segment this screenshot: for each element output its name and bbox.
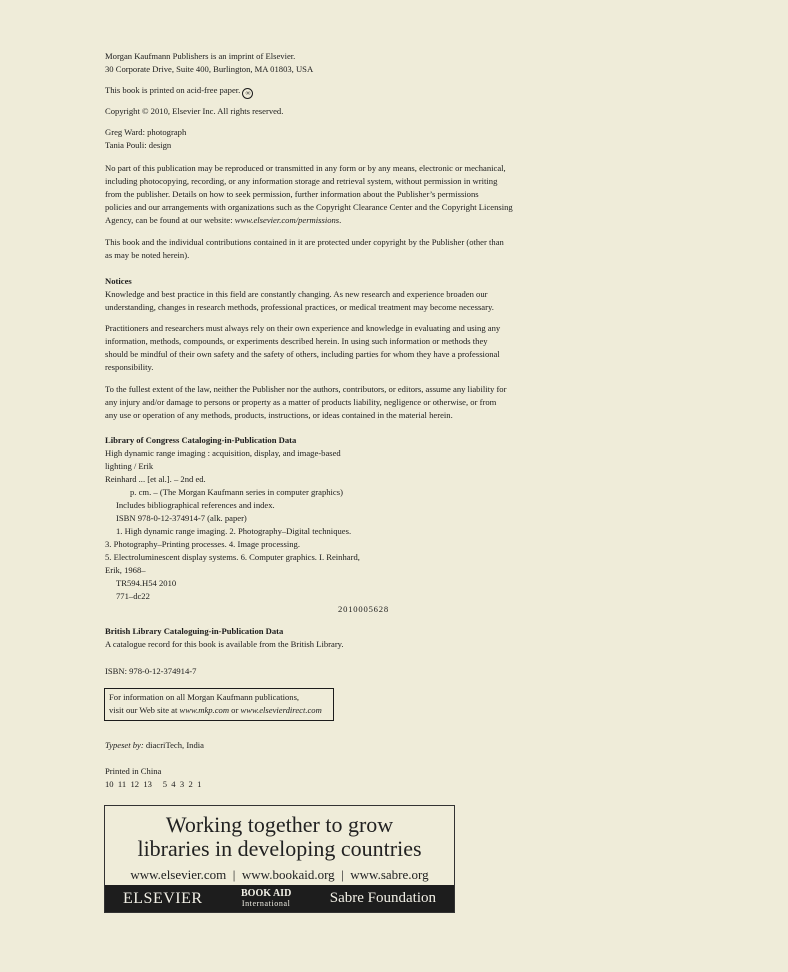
acid-free-paper-icon: ∞ [242,88,253,99]
info-line: For information on all Morgan Kaufmann publications, [109,692,300,702]
banner-headline-line: Working together to grow [165,812,394,837]
loc-line: Erik, 1968– [105,565,146,575]
notices-line: information, methods, compounds, or experiments described herein. In using such information or methods they [105,336,488,346]
rights-last-prefix: Agency, can be found at our website: [105,215,235,225]
loc-line: 3. Photography–Printing processes. 4. Image processing. [105,539,301,549]
banner-headline [105,813,454,861]
mkp-link[interactable]: www.mkp.com [179,705,230,715]
copyright-text: Copyright © 2010, Elsevier Inc. All rights reserved. [105,106,284,116]
isbn: ISBN: 978-0-12-374914-7 [105,666,197,676]
rights-paragraph [105,162,585,227]
notices-line: any injury and/or damage to persons or property as a matter of products liability, negligence or otherwise, or from [105,397,497,407]
info-box [104,688,334,721]
typeset-line [105,739,585,752]
notices-line: understanding, changes in research methods, professional practices, or medical treatment may become necessary. [105,302,494,312]
book-aid-logo-sub: International [241,898,291,908]
elsevier-logo: ELSEVIER [123,890,203,907]
copyright-line [105,105,585,118]
isbn-block [105,665,585,678]
notices-heading: Notices [105,276,132,286]
loc-line: lighting / Erik [105,461,154,471]
acid-free-note [105,84,585,99]
loc-line: ISBN 978-0-12-374914-7 (alk. paper) [116,513,247,523]
book-aid-banner [104,805,455,913]
print-line-numbers: 10 11 12 13 5 4 3 2 1 [105,779,202,789]
printed-in: Printed in China [105,766,162,776]
bl-heading: British Library Cataloguing-in-Publication Data [105,626,284,636]
credits [105,126,585,152]
notices-line: To the fullest extent of the law, neither the Publisher nor the authors, contributors, or editors, assume any liability for [105,384,507,394]
loc-control-number: 2010005628 [338,604,389,614]
notices-paragraph-2 [105,322,585,374]
publisher-address: 30 Corporate Drive, Suite 400, Burlington, MA 01803, USA [105,64,314,74]
printing-info [105,765,585,791]
loc-line: Includes bibliographical references and index. [116,500,275,510]
acid-free-text: This book is printed on acid-free paper. [105,85,241,95]
notices-line: should be mindful of their own safety and the safety of others, including parties for whom they have a professional [105,349,500,359]
rights-line: from the publisher. Details on how to seek permission, further information about the Publisher’s permissions [105,189,479,199]
rights-line: policies and our arrangements with organizations such as the Copyright Clearance Center and the Copyright Licensing [105,202,513,212]
loc-line: High dynamic range imaging : acquisition, display, and image-based [105,448,341,458]
banner-urls: www.elsevier.com | www.bookaid.org | www.sabre.org [130,867,429,882]
typeset-value: diacriTech, India [143,740,204,750]
banner-headline-line: libraries in developing countries [137,836,422,861]
publisher-line: Morgan Kaufmann Publishers is an imprint of Elsevier. [105,51,296,61]
permissions-link[interactable]: www.elsevier.com/permissions [234,215,340,225]
elsevierdirect-link[interactable]: www.elsevierdirect.com [240,705,322,715]
loc-line: 1. High dynamic range imaging. 2. Photography–Digital techniques. [116,526,352,536]
rights-last-suffix: . [339,215,342,225]
loc-heading: Library of Congress Cataloging-in-Publication Data [105,435,297,445]
loc-line: 5. Electroluminescent display systems. 6. Computer graphics. I. Reinhard, [105,552,360,562]
book-aid-logo [241,889,291,909]
notices-line: Knowledge and best practice in this field are constantly changing. As new research and experience broaden our [105,289,488,299]
protected-paragraph [105,236,585,262]
bl-line: A catalogue record for this book is available from the British Library. [105,639,344,649]
rights-line: No part of this publication may be reproduced or transmitted in any form or by any means, electronic or mechanical, [105,163,506,173]
notices-line: any use or operation of any methods, products, instructions, or ideas contained in the material herein. [105,410,453,420]
credit-line: Greg Ward: photograph [105,127,187,137]
notices-paragraph-3 [105,383,585,422]
book-aid-logo-title: BOOK AID [241,887,292,899]
protected-line: This book and the individual contributions contained in it are protected under copyright by the Publisher (other than [105,237,504,247]
sabre-logo: Sabre Foundation [329,890,436,906]
credit-line: Tania Pouli: design [105,140,172,150]
info-or: or [229,705,241,715]
publisher-info [105,50,585,76]
british-library-data [105,625,585,651]
notices-line: Practitioners and researchers must always rely on their own experience and knowledge in evaluating and using any [105,323,501,333]
rights-line: including photocopying, recording, or any information storage and retrieval system, without permission in writing [105,176,498,186]
loc-line: p. cm. – (The Morgan Kaufmann series in computer graphics) [130,487,343,497]
notices-line: responsibility. [105,362,154,372]
loc-call-number: 771–dc22 [116,591,150,601]
notices-section [105,275,585,314]
typeset-label: Typeset by: [105,740,144,750]
protected-line: as may be noted herein). [105,250,190,260]
loc-line: Reinhard ... [et al.]. – 2nd ed. [105,474,206,484]
loc-call-number: TR594.H54 2010 [116,578,177,588]
info-prefix: visit our Web site at [109,705,180,715]
banner-logo-bar [105,885,454,912]
loc-cataloging-data [105,434,585,616]
